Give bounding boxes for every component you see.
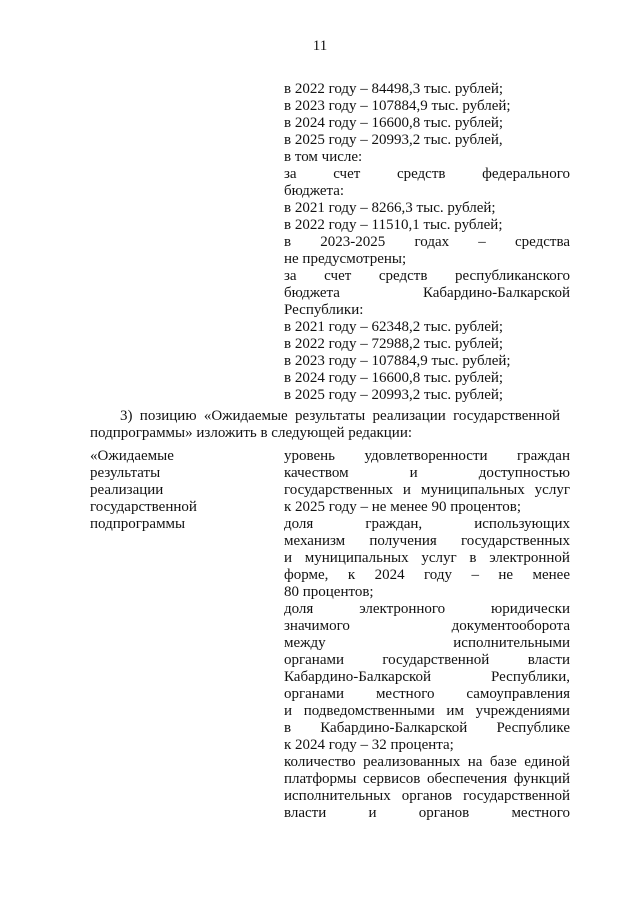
word: средства bbox=[514, 234, 570, 250]
word: единой bbox=[524, 754, 570, 770]
results-line bbox=[284, 805, 570, 822]
word: исполнительными bbox=[453, 635, 570, 651]
results-line bbox=[284, 720, 570, 737]
word: в bbox=[284, 234, 292, 250]
funding-line: Республики: bbox=[284, 302, 364, 318]
results-line bbox=[284, 618, 570, 635]
funding-line: в 2025 году – 20993,2 тыс. рублей; bbox=[284, 387, 504, 403]
word: счет bbox=[333, 166, 361, 182]
word: услуг bbox=[534, 482, 570, 498]
word: функций bbox=[513, 771, 570, 787]
results-line bbox=[284, 516, 570, 533]
results-line bbox=[284, 448, 570, 465]
word: году bbox=[424, 567, 452, 583]
position-title-line: «Ожидаемые bbox=[90, 448, 174, 464]
word: годах bbox=[414, 234, 450, 250]
word: механизм bbox=[284, 533, 346, 549]
word: обеспечения bbox=[427, 771, 508, 787]
funding-line: в 2022 году – 72988,2 тыс. рублей; bbox=[284, 336, 504, 352]
word: в bbox=[284, 720, 292, 736]
word: использующих bbox=[474, 516, 570, 532]
funding-line: в 2021 году – 8266,3 тыс. рублей; bbox=[284, 200, 496, 216]
position-title-line: государственной bbox=[90, 499, 197, 515]
word: сервисов bbox=[363, 771, 421, 787]
word: – bbox=[471, 567, 479, 583]
word: власти bbox=[527, 652, 570, 668]
word: базе bbox=[489, 754, 517, 770]
funding-line bbox=[284, 166, 570, 183]
word: государственной bbox=[463, 788, 570, 804]
funding-line bbox=[284, 234, 570, 251]
results-line bbox=[284, 533, 570, 550]
word: учреждениями bbox=[475, 703, 570, 719]
funding-line: в 2025 году – 20993,2 тыс. рублей, bbox=[284, 132, 503, 148]
instruction-line-1: 3) позицию «Ожидаемые результаты реализации государственной bbox=[120, 408, 560, 424]
word: качеством bbox=[284, 465, 349, 481]
word: органами bbox=[284, 652, 345, 668]
word: доступностью bbox=[478, 465, 570, 481]
word: электронной bbox=[489, 550, 570, 566]
word: муниципальных bbox=[304, 550, 409, 566]
funding-line: бюджета: bbox=[284, 183, 345, 199]
word: государственных bbox=[461, 533, 570, 549]
word: Кабардино-Балкарской bbox=[284, 669, 432, 685]
word: реализованных bbox=[363, 754, 461, 770]
word: получения bbox=[369, 533, 437, 549]
results-line bbox=[284, 754, 570, 771]
funding-line bbox=[284, 268, 570, 285]
results-line bbox=[284, 669, 570, 686]
position-title-line: результаты bbox=[90, 465, 161, 481]
word: в bbox=[469, 550, 477, 566]
results-line bbox=[284, 771, 570, 788]
word: граждан bbox=[516, 448, 570, 464]
results-line bbox=[284, 703, 570, 720]
word: органов bbox=[401, 788, 453, 804]
word: федерального bbox=[482, 166, 570, 182]
word: 2024 bbox=[374, 567, 405, 583]
word: за bbox=[284, 268, 297, 284]
word: государственной bbox=[382, 652, 490, 668]
word: самоуправления bbox=[466, 686, 570, 702]
results-line bbox=[284, 686, 570, 703]
word: местного bbox=[511, 805, 570, 821]
funding-line: в 2024 году – 16600,8 тыс. рублей; bbox=[284, 370, 504, 386]
funding-line: не предусмотрены; bbox=[284, 251, 407, 267]
word: граждан, bbox=[365, 516, 423, 532]
word: органов bbox=[418, 805, 470, 821]
funding-line bbox=[284, 285, 570, 302]
word: средств bbox=[378, 268, 428, 284]
word: за bbox=[284, 166, 297, 182]
word: доля bbox=[284, 601, 314, 617]
word: между bbox=[284, 635, 326, 651]
word: доля bbox=[284, 516, 314, 532]
funding-line: в 2021 году – 62348,2 тыс. рублей; bbox=[284, 319, 504, 335]
results-line: к 2025 году – не менее 90 процентов; bbox=[284, 499, 522, 515]
funding-line: в 2023 году – 107884,9 тыс. рублей; bbox=[284, 98, 511, 114]
word: средств bbox=[396, 166, 446, 182]
word: Кабардино-Балкарской bbox=[422, 285, 570, 301]
word: 2023-2025 bbox=[320, 234, 386, 250]
instruction-line-2: подпрограммы» изложить в следующей редакции: bbox=[90, 425, 413, 441]
funding-line: в 2022 году – 11510,1 тыс. рублей; bbox=[284, 217, 503, 233]
results-line: 80 процентов; bbox=[284, 584, 374, 600]
results-line bbox=[284, 652, 570, 669]
funding-line: в 2024 году – 16600,8 тыс. рублей; bbox=[284, 115, 504, 131]
word: власти bbox=[284, 805, 327, 821]
results-line bbox=[284, 635, 570, 652]
word: форме, bbox=[284, 567, 329, 583]
word: Республики, bbox=[491, 669, 570, 685]
word: юридически bbox=[491, 601, 570, 617]
word: органами bbox=[284, 686, 345, 702]
word: значимого bbox=[284, 618, 350, 634]
position-title-line: подпрограммы bbox=[90, 516, 186, 532]
word: и bbox=[402, 482, 411, 498]
word: услуг bbox=[421, 550, 457, 566]
word: им bbox=[446, 703, 464, 719]
word: платформы bbox=[284, 771, 357, 787]
results-line bbox=[284, 482, 570, 499]
word: не bbox=[498, 567, 514, 583]
word: удовлетворенности bbox=[364, 448, 488, 464]
word: к bbox=[347, 567, 356, 583]
position-title-line: реализации bbox=[90, 482, 164, 498]
word: и bbox=[284, 550, 293, 566]
funding-line: в том числе: bbox=[284, 149, 363, 165]
word: местного bbox=[375, 686, 435, 702]
word: счет bbox=[324, 268, 352, 284]
word: муниципальных bbox=[420, 482, 525, 498]
funding-line: в 2023 году – 107884,9 тыс. рублей; bbox=[284, 353, 511, 369]
results-line bbox=[284, 465, 570, 482]
results-line bbox=[284, 567, 570, 584]
results-line bbox=[284, 550, 570, 567]
word: и bbox=[409, 465, 418, 481]
word: – bbox=[478, 234, 486, 250]
word: подведомственными bbox=[303, 703, 435, 719]
results-line bbox=[284, 601, 570, 618]
word: Кабардино-Балкарской bbox=[320, 720, 468, 736]
word: количество bbox=[284, 754, 356, 770]
word: на bbox=[467, 754, 483, 770]
word: государственных bbox=[284, 482, 393, 498]
funding-line: в 2022 году – 84498,3 тыс. рублей; bbox=[284, 81, 504, 97]
word: бюджета bbox=[284, 285, 340, 301]
word: электронного bbox=[359, 601, 446, 617]
results-line: к 2024 году – 32 процента; bbox=[284, 737, 454, 753]
page-number: 11 bbox=[312, 38, 328, 54]
word: документооборота bbox=[451, 618, 570, 634]
word: и bbox=[284, 703, 293, 719]
word: и bbox=[368, 805, 377, 821]
results-line bbox=[284, 788, 570, 805]
word: Республике bbox=[496, 720, 570, 736]
word: уровень bbox=[284, 448, 336, 464]
word: менее bbox=[532, 567, 570, 583]
word: республиканского bbox=[455, 268, 570, 284]
word: исполнительных bbox=[284, 788, 391, 804]
